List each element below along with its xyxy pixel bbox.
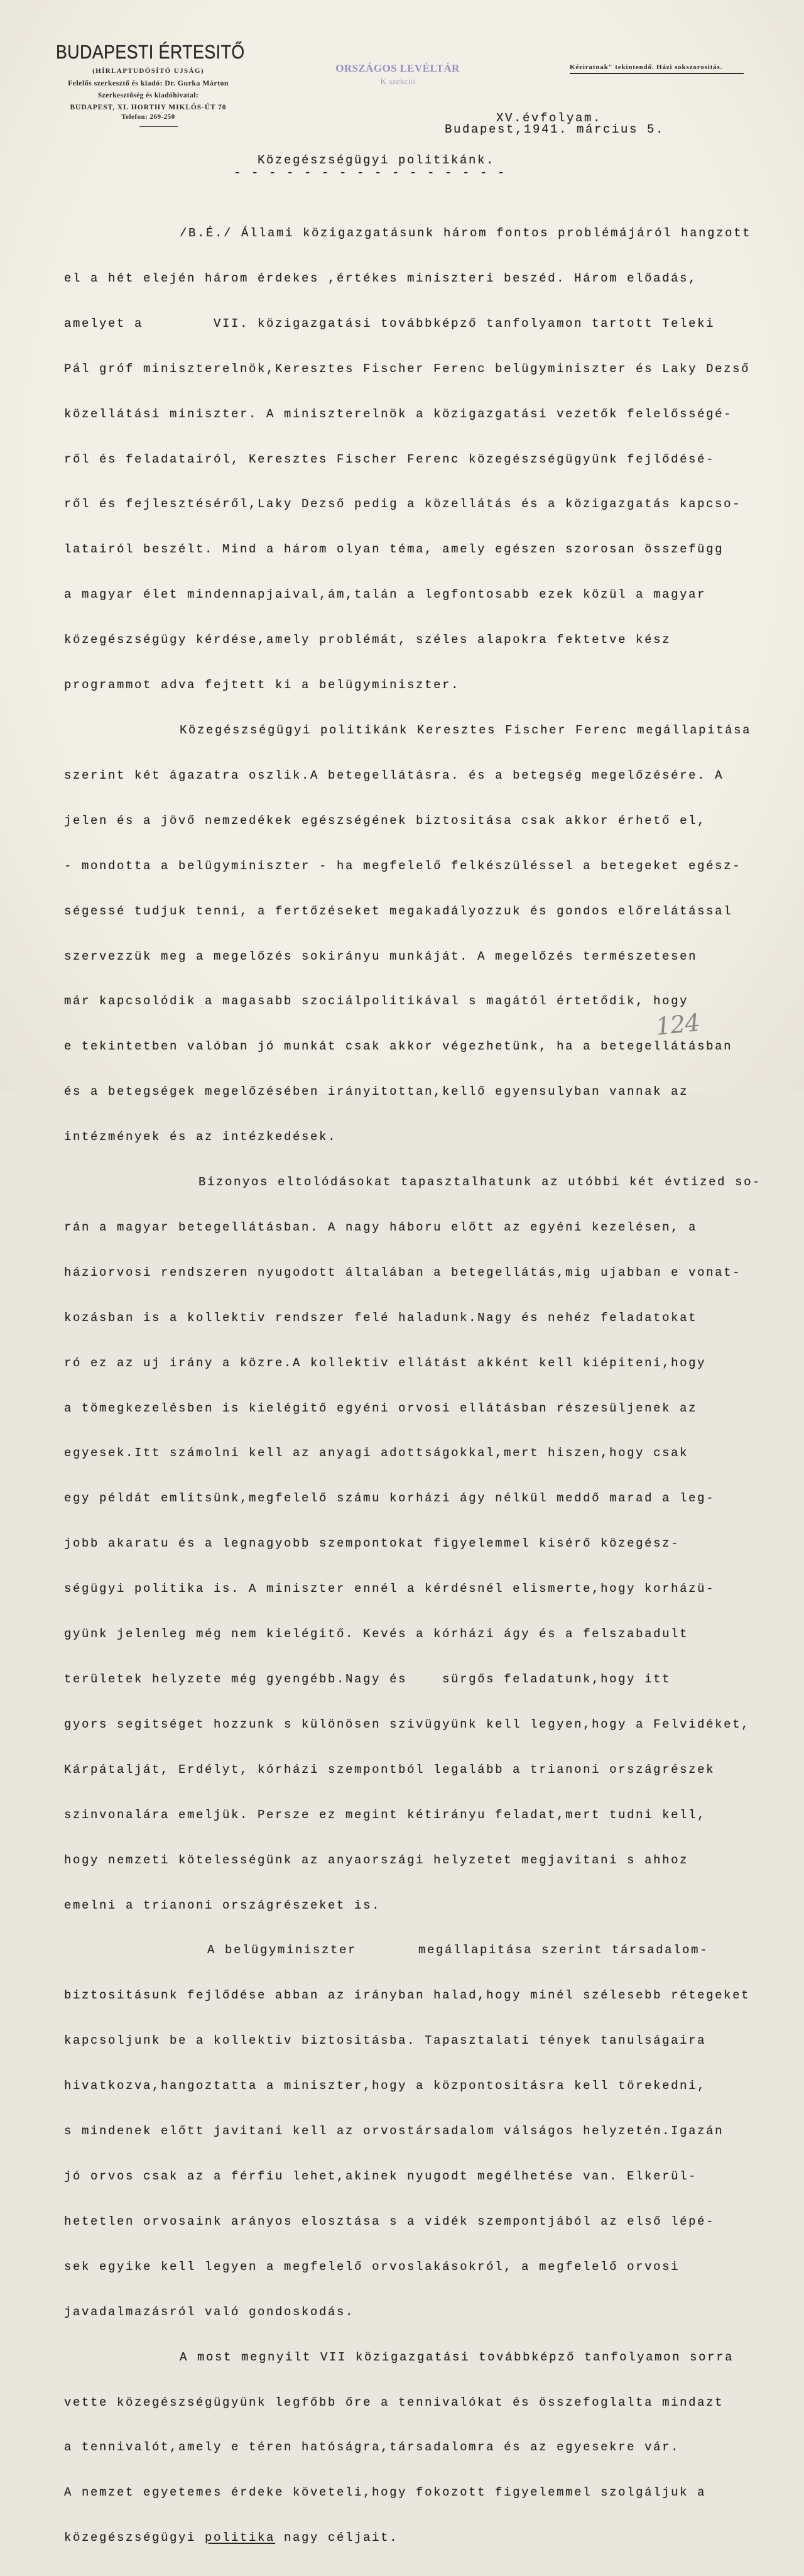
body-line: amelyet a VII. közigazgatási továbbképző tanfolyamon tartott Teleki [64,316,715,331]
body-line: A most megnyilt VII közigazgatási továbbképző tanfolyamon sorra [180,2350,734,2364]
body-line: jobb akaratu és a legnagyobb szempontokat figyelemmel kisérő közegész- [64,1537,680,1551]
body-line: ségügyi politika is. A miniszter ennél a kérdésnél elismerte,hogy korházü- [64,1582,715,1596]
body-line: biztositásunk fejlődése abban az irányban halad,hogy minél szélesebb rétegeket [64,1988,751,2003]
body-line: Kárpátalját, Erdélyt, kórházi szempontból legalább a trianoni országrészek [64,1762,715,1777]
body-line: latairól beszélt. Mind a három olyan téma, amely egészen szorosan összefügg [64,542,724,557]
article-body [64,196,786,2576]
body-line: már kapcsolódik a magasabb szociálpolitikával s magától értetődik, hogy [64,994,689,1009]
body-line: intézmények és az intézkedések. [64,1130,337,1144]
body-line: egy példát emlitsünk,megfelelő számu korházi ágy nélkül meddő marad a leg- [64,1491,715,1506]
body-line: - mondotta a belügyminiszter - ha megfelelő felkészüléssel a betegeket egész- [64,858,742,873]
body-line: közegészségügy kérdése,amely problémát, széles alapokra fektetve kész [64,633,671,647]
masthead-divider [139,126,178,127]
body-line: ről és fejlesztéséről,Laky Dezső pedig a közellátás és a közigazgatás kapcso- [64,497,742,512]
article-title: Közegészségügyi politikánk. [258,153,496,167]
closing-text-after: nagy céljait. [275,2531,399,2545]
body-line: a tömegkezelésben is kielégitő egyéni orvosi ellátásban részesüljenek az [64,1401,698,1415]
body-line: programmot adva fejtett ki a belügyminiszter. [64,678,460,693]
date-line: Budapest,1941. március 5. [445,123,665,136]
body-line: hetetlen orvosaink arányos elosztása s a vidék szempontjából az első lépé- [64,2214,715,2228]
body-line: hivatkozva,hangoztatta a miniszter,hogy a központositásra kell törekedni, [64,2079,707,2093]
body-line: közellátási miniszter. A miniszterelnök a közigazgatási vezetők felelősségé- [64,407,733,421]
body-line: el a hét elején három érdekes ,értékes miniszteri beszéd. Három előadás, [64,271,698,285]
article-title-dash-rule: - - - - - - - - - - - - - - - - [234,166,507,180]
body-line: s mindenek előtt javitani kell az orvostársadalom válságos helyzetén.Igazán [64,2124,724,2139]
body-line: szervezzük meg a megelőzés sokirányu munkáját. A megelőzés természetesen [64,949,698,963]
volume-line: XV.évfolyam. [496,111,602,125]
body-line: sek egyike kell legyen a megfelelő orvoslakásokról, a megfelelő orvosi [64,2259,680,2274]
body-line: gyünk jelenleg még nem kielégitő. Kevés a kórházi ágy és a felszabadult [64,1627,689,1642]
masthead-editor: Felelős szerkesztő és kiadó: Dr. Gurka Márton [68,79,229,87]
masthead-address: BUDAPEST, XI. HORTHY MIKLÓS-ÚT 70 [70,104,227,111]
body-line: /B.É./ Állami közigazgatásunk három fontos problémájáról hangzott [180,226,752,240]
body-line: a magyar élet mindennapjaival,ám,talán a legfontosabb ezek közül a magyar [64,588,707,602]
body-line: ró ez az uj irány a közre.A kollektiv ellátást akként kell kiépiteni,hogy [64,1356,707,1370]
body-line: javadalmazásról való gondoskodás. [64,2305,355,2319]
body-line: háziorvosi rendszeren nyugodott általában a betegellátás,mig ujabban e vonat- [64,1265,742,1280]
body-line: vette közegészségügyünk legfőbb őre a tennivalókat és összefoglalta mindazt [64,2395,724,2409]
masthead-phone: Telefon: 269-250 [121,113,175,121]
body-line: és a betegségek megelőzésében irányitottan,kellő egyensulyban vannak az [64,1085,689,1099]
body-line: jelen és a jövő nemzedékek egészségének biztositása csak akkor érhető el, [64,813,707,828]
body-line: szerint két ágazatra oszlik.A betegellátásra. és a betegség megelőzésére. A [64,768,724,782]
body-line: kapcsoljunk be a kollektiv biztositásba. Tapasztalati tények tanulságaira [64,2034,707,2048]
body-line: gyors segitséget hozzunk s különösen szivügyünk kell legyen,hogy a Felvidéket, [64,1717,751,1731]
body-line: Pál gróf miniszterelnök,Keresztes Fischer Ferenc belügyminiszter és Laky Dezső [64,361,751,376]
archive-stamp-section: K szekció [380,77,415,87]
masthead-subtitle: (HÍRLAPTUDÓSÍTÓ UJSÁG) [92,67,204,75]
body-line: jó orvos csak az a férfiu lehet,akinek nyugodt megélhetése van. Elkerül- [64,2169,698,2183]
archive-stamp-title: ORSZÁGOS LEVÉLTÁR [335,62,460,74]
body-line: ről és feladatairól, Keresztes Fischer Ferenc közegészségügyünk fejlődésé- [64,452,715,466]
body-line: e tekintetben valóban jó munkát csak akkor végezhetünk, ha a betegellátásban [64,1039,733,1054]
body-line: szinvonalára emeljük. Persze ez megint kétirányu feladat,mert tudni kell, [64,1807,707,1822]
body-line: A belügyminiszter megállapitása szerint társadalom- [207,1943,709,1958]
body-line: ségessé tudjuk tenni, a fertőzéseket megakadályozzuk és gondos előrelátással [64,904,733,918]
closing-text-before: közegészségügyi [64,2531,205,2545]
masthead-title: BUDAPESTI ÉRTESITŐ [56,41,245,63]
masthead-office-label: Szerkesztőség és kiadóhivatal: [97,92,199,99]
manuscript-notice: Kéziratnak" tekintendő. Házi sokszorositás. [570,63,723,71]
body-line: területek helyzete még gyengébb.Nagy és sürgős feladatunk,hogy itt [64,1672,671,1686]
body-line: Közegészségügyi politikánk Keresztes Fischer Ferenc megállapitása [180,723,752,737]
body-line: a tennivalót,amely e téren hatóságra,társadalomra és az egyesekre vár. [64,2440,680,2455]
body-line: A nemzet egyetemes érdeke követeli,hogy fokozott figyelemmel szolgáljuk a [64,2486,707,2500]
body-line: Bizonyos eltolódásokat tapasztalhatunk az utóbbi két évtized so- [198,1175,762,1190]
closing-text-underlined: politika [205,2531,276,2545]
handwritten-page-number: 124 [654,1008,701,1041]
body-line-closing [64,2531,786,2546]
body-line: hogy nemzeti kötelességünk az anyaországi helyzetet megjavitani s ahhoz [64,1853,689,1867]
body-line: kozásban is a kollektiv rendszer felé haladunk.Nagy és nehéz feladatokat [64,1310,698,1325]
body-line: rán a magyar betegellátásban. A nagy háboru előtt az egyéni kezelésen, a [64,1220,698,1234]
body-line: egyesek.Itt számolni kell az anyagi adottságokkal,mert hiszen,hogy csak [64,1446,689,1461]
body-line: emelni a trianoni országrészeket is. [64,1898,381,1912]
manuscript-notice-underline [570,73,744,74]
